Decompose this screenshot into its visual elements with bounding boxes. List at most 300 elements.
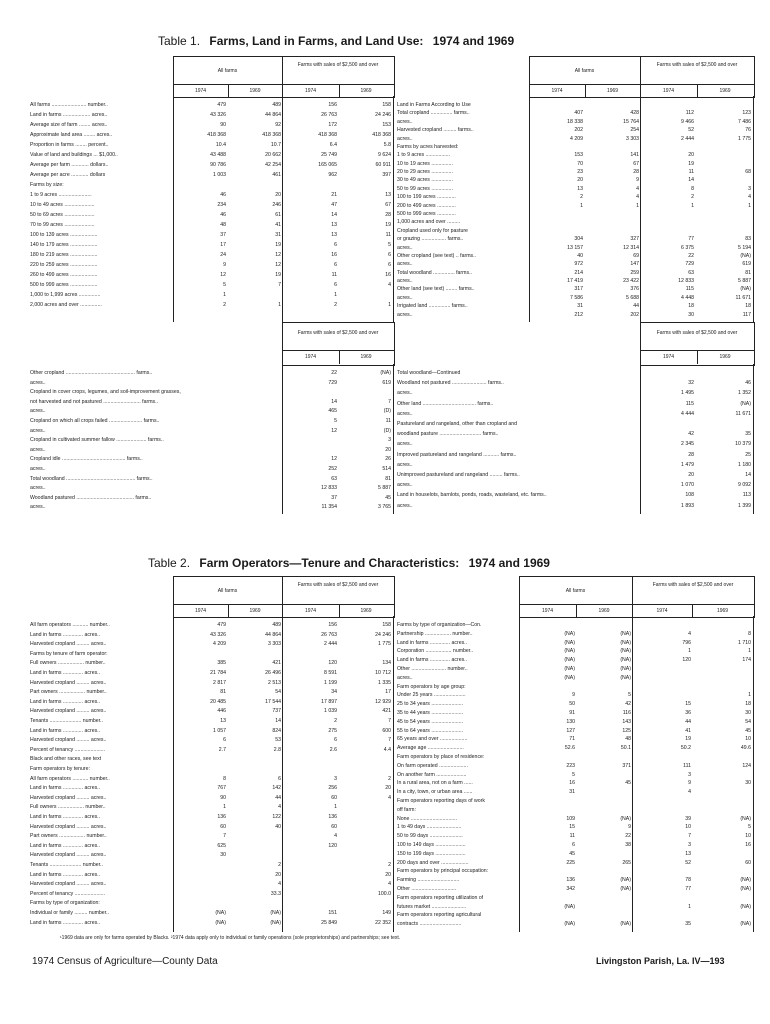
row-value: 6 (572, 842, 575, 848)
table-row (30, 212, 395, 222)
row-value: 1 (223, 804, 226, 811)
row-label: 150 to 199 days ..................... (397, 850, 466, 857)
row-label: Cropland idle ............................................ farms.. (30, 456, 143, 463)
table-row (397, 411, 755, 421)
row-value: 9 (223, 262, 226, 268)
row-label: Proportion in farms ........ percent.. (30, 142, 109, 148)
table-row (30, 202, 395, 212)
row-value: 120 (328, 660, 337, 667)
table-row (397, 492, 755, 502)
row-value: 120 (328, 842, 337, 849)
row-value: (NA) (740, 252, 751, 259)
row-value: 212 (574, 311, 583, 318)
table-row (397, 851, 755, 860)
row-label: Cropland used only for pasture (397, 227, 468, 234)
row-value: 1 399 (738, 502, 751, 509)
row-value: 600 (382, 727, 391, 734)
row-label: On farm operated .................... (397, 762, 468, 769)
row-value: 1 039 (324, 708, 337, 715)
table-row (30, 795, 395, 805)
row-label: 10 to 49 acres ..................... (30, 202, 95, 208)
row-value: 11 671 (735, 410, 751, 417)
table-row (30, 641, 395, 651)
row-value: 4 (688, 789, 691, 796)
row-value: 962 (328, 172, 337, 178)
row-value: 32 (688, 380, 694, 387)
table-row (30, 785, 395, 795)
table-row (30, 272, 395, 282)
row-value: 3 (688, 842, 691, 848)
table-row (30, 881, 395, 891)
table-row (30, 102, 395, 112)
row-value: 13 (685, 850, 691, 857)
row-value: (D) (383, 427, 391, 434)
table-row (397, 390, 755, 400)
row-value: 3 765 (378, 504, 391, 511)
row-value: 83 (745, 236, 751, 243)
row-label: 100 to 199 acres ............. (397, 194, 456, 201)
table-row (397, 119, 755, 127)
row-value: 4 (748, 194, 751, 201)
table-row (30, 660, 395, 670)
row-value: 44 (633, 303, 639, 310)
row-value: 15 (569, 824, 575, 831)
row-value: 17 419 (567, 278, 583, 285)
table-row (397, 441, 755, 451)
row-value: 30 (220, 852, 226, 859)
row-value: 1 180 (738, 461, 751, 468)
row-value: 46 (220, 192, 226, 198)
table-row (30, 737, 395, 747)
table-row (30, 262, 395, 272)
row-value: 60 (331, 794, 337, 801)
row-value: (NA) (564, 639, 575, 646)
table-row (30, 824, 395, 834)
row-value: 625 (217, 842, 226, 849)
t1-left-section (30, 102, 395, 322)
t1-lower-right-y1969: 1969 (719, 354, 731, 360)
row-value: 4 (334, 833, 337, 840)
row-value: (NA) (740, 903, 751, 910)
row-value: 40 (577, 252, 583, 259)
row-label: 20 to 29 acres ............... (397, 169, 453, 176)
row-label: Farms by type of organization—Con. (397, 622, 482, 628)
row-label: Full owners .................. number.. (30, 660, 106, 667)
table-row (397, 684, 755, 693)
row-value: 23 (577, 169, 583, 176)
row-value: 275 (328, 727, 337, 734)
row-label: acres.. (30, 446, 46, 453)
row-label: not harvested and not pastured .......................... farms.. (30, 398, 159, 405)
row-label: Farm operators reporting agricultural (397, 912, 482, 919)
row-value: 24 246 (375, 112, 391, 118)
row-value: 1 (691, 202, 694, 209)
row-value: 737 (272, 708, 281, 715)
row-value: 5 688 (626, 294, 639, 301)
row-value: 7 486 (738, 118, 751, 125)
row-label: Land in Farms According to Use (397, 102, 471, 108)
row-value: (NA) (740, 921, 751, 928)
table-row (30, 891, 395, 901)
row-label: futures market ........................ (397, 903, 467, 910)
t2-right-y1974a: 1974 (541, 608, 554, 614)
row-value: 16 (385, 272, 391, 278)
row-value: 376 (630, 286, 639, 293)
row-value: 54 (275, 689, 281, 696)
row-value: (NA) (564, 921, 575, 928)
row-value: (NA) (564, 903, 575, 910)
table2-title (148, 556, 550, 570)
row-label: 50 to 69 acres ..................... (30, 212, 95, 218)
row-label: Black and other races, see text (30, 756, 102, 763)
row-value: 77 (688, 236, 694, 243)
row-value: 6 (334, 737, 337, 744)
row-value: (NA) (215, 910, 226, 916)
row-value: 5 887 (378, 485, 391, 492)
row-value: 6 (334, 282, 337, 288)
row-label: Farm operators by principal occupation: (397, 868, 489, 875)
row-value: 20 (275, 871, 281, 878)
footer-left: 1974 Census of Agriculture—County Data (32, 956, 218, 967)
row-value: 151 (328, 910, 337, 916)
row-value: 90 786 (210, 162, 226, 168)
row-value: 1 (748, 648, 751, 655)
row-value: 28 (385, 212, 391, 218)
row-value: 90 (220, 122, 226, 128)
row-value: 4.4 (383, 746, 391, 753)
row-label: All farm operators ........... number.. (30, 775, 110, 782)
row-value: 1 893 (681, 502, 694, 509)
table-row (30, 122, 395, 132)
table-row (397, 657, 755, 666)
row-value: 3 303 (268, 641, 281, 648)
row-value: (NA) (564, 648, 575, 655)
row-value: 136 (328, 814, 337, 820)
row-label: acres.. (30, 466, 46, 472)
row-value: 317 (574, 286, 583, 293)
row-label: Land in farms .............. acres.. (30, 871, 101, 878)
row-value: 246 (272, 202, 281, 208)
t2-right-y1969b: 1969 (716, 608, 729, 614)
row-value: (NA) (620, 921, 631, 928)
row-value: 42 254 (265, 162, 281, 168)
row-value: 9 (572, 692, 575, 699)
row-value: 143 (622, 718, 631, 725)
row-label: Total woodland—Continued (397, 370, 461, 376)
row-value: 69 (633, 252, 639, 259)
table-row (397, 789, 755, 798)
row-value: 479 (217, 102, 226, 108)
row-value: 5 (572, 771, 575, 778)
t1-left-y1974a: 1974 (194, 88, 207, 94)
row-value: 1 495 (681, 390, 694, 397)
row-value: 136 (566, 877, 575, 884)
row-value: 136 (217, 814, 226, 820)
row-label: 1 to 9 acres ................. (397, 152, 451, 159)
table-row (397, 895, 755, 904)
footnote: ¹1969 data are only for farms operated by Blacks. ²1974 data apply only to individual or family operations (sole proprietorships) and partnerships; see text. (60, 935, 401, 941)
row-value: 619 (742, 261, 751, 268)
row-label: Land in farms .............. acres.. (30, 785, 101, 792)
row-value: 11 (569, 833, 575, 840)
row-label: acres.. (30, 379, 46, 386)
row-value: 10 712 (375, 670, 391, 676)
row-value: 4 (388, 794, 391, 801)
row-label: acres.. (397, 261, 413, 268)
row-value: 14 (745, 472, 751, 478)
row-label: Cropland on which all crops failed ....................... farms.. (30, 418, 160, 424)
row-value: 91 (569, 710, 575, 716)
row-label: acres.. (397, 461, 413, 468)
row-value: 10 (745, 833, 751, 840)
row-label: Unimproved pastureland and rangeland ......... farms.. (397, 472, 520, 478)
table-row (397, 631, 755, 640)
table1-title (158, 34, 514, 48)
row-label: 100 to 149 days ..................... (397, 842, 466, 848)
row-label: 25 to 34 years ...................... (397, 701, 464, 708)
row-value: 50.2 (680, 745, 691, 752)
row-value: 63 (688, 269, 694, 276)
t2-right-y1974b: 1974 (656, 608, 668, 614)
row-label: acres.. (397, 502, 413, 509)
row-value: 7 (388, 718, 391, 724)
table-row (397, 312, 755, 320)
row-label: Harvested cropland ......... acres.. (30, 794, 107, 801)
row-value: 824 (272, 727, 281, 734)
table-row (30, 232, 395, 242)
row-label: 55 to 64 years ...................... (397, 727, 464, 734)
row-value: 45 (385, 494, 391, 501)
table-row (397, 110, 755, 118)
row-value: 327 (630, 236, 639, 243)
row-value: 11 (385, 232, 391, 238)
row-value: 14 (331, 398, 337, 405)
row-label: Land in farms .............. acres.. (30, 814, 101, 820)
row-label: Average size of farm ........ acres.. (30, 122, 108, 128)
row-label: 70 to 99 acres ..................... (30, 222, 95, 228)
row-value: 15 764 (623, 118, 639, 125)
row-label: Other cropland (see text) .. farms.. (397, 252, 476, 259)
row-value: 1 (636, 202, 639, 209)
t2-left-y1969a: 1969 (249, 608, 261, 614)
row-value: (NA) (740, 815, 751, 822)
row-value: 418 368 (318, 132, 337, 138)
row-value: 100.0 (378, 890, 391, 897)
row-value: 39 (685, 815, 691, 822)
row-value: (NA) (270, 910, 281, 916)
row-value: 371 (622, 762, 631, 769)
row-value: 729 (685, 261, 694, 268)
t1-lower-right-sales-header: Farms with sales of $2,500 and over (656, 330, 738, 336)
row-value: 49.6 (740, 745, 751, 752)
row-label: Percent of tenancy ..................... (30, 890, 105, 897)
row-value: 10 379 (735, 441, 751, 448)
row-value: 42 (625, 701, 631, 708)
row-label: Under 25 years ...................... (397, 692, 466, 699)
row-value: 14 (331, 212, 337, 218)
row-label: acres.. (397, 482, 413, 489)
table-row (397, 772, 755, 781)
table-row (397, 370, 755, 380)
row-value: 12 314 (623, 244, 639, 251)
row-value: 6 375 (681, 244, 694, 251)
table-row (30, 756, 395, 766)
row-value: 9 (688, 780, 691, 787)
row-value: 1 003 (213, 172, 226, 178)
row-value: 50 (569, 701, 575, 708)
table-row (30, 651, 395, 661)
table-row (397, 452, 755, 462)
row-value: 2 (691, 194, 694, 201)
row-label: Harvested cropland ......... farms.. (397, 127, 474, 134)
t2-right-sales-header: Farms with sales of $2,500 and over (652, 582, 734, 588)
row-label: 260 to 499 acres ................... (30, 272, 98, 278)
table-row (397, 754, 755, 763)
table2-title-text: Farm Operators—Tenure and Characteristics: (199, 556, 460, 570)
row-value: 7 (278, 282, 281, 288)
table-row (397, 912, 755, 921)
table-row (397, 640, 755, 649)
row-value: (NA) (564, 657, 575, 664)
table-row (30, 689, 395, 699)
row-value: 234 (217, 202, 226, 208)
row-value: 40 (275, 823, 281, 830)
row-value: 619 (382, 379, 391, 386)
row-value: 4 (278, 804, 281, 811)
table-row (30, 747, 395, 757)
row-label: 2,000 acres and over ............... (30, 302, 102, 308)
row-value: 418 368 (372, 132, 391, 138)
row-value: 5 (628, 692, 631, 699)
table-row (397, 692, 755, 701)
row-value: 77 (685, 886, 691, 892)
row-label: Farms by type of organization: (30, 900, 100, 907)
t2-left-allfarms-header: All farms (217, 588, 238, 594)
table-row (397, 780, 755, 789)
row-value: 465 (328, 408, 337, 415)
row-value: 20 (385, 785, 391, 792)
row-value: (NA) (620, 648, 631, 655)
row-value: 158 (382, 622, 391, 628)
table-row (30, 418, 395, 428)
t1-lower-right-y1974: 1974 (662, 354, 675, 360)
row-label: Cropland in cover crops, legumes, and soil-improvement grasses, (30, 389, 181, 396)
row-value: 44 864 (265, 631, 281, 638)
row-label: 500 to 999 acres ............. (397, 211, 456, 217)
table-row (397, 431, 755, 441)
table-row (30, 252, 395, 262)
table-row (397, 675, 755, 684)
row-value: (NA) (564, 630, 575, 637)
row-label: acres.. (397, 278, 413, 285)
table-row (397, 211, 755, 219)
row-value: 729 (328, 379, 337, 386)
row-label: Farms by size: (30, 182, 64, 188)
table-row (30, 192, 395, 202)
row-label: woodland pasture ............................. farms.. (397, 431, 499, 438)
row-value: 17 897 (321, 698, 337, 705)
row-value: 25 (745, 451, 751, 458)
table-row (30, 456, 395, 466)
row-value: 14 (688, 177, 694, 184)
row-label: Land in farms .............. acres.. (30, 727, 101, 734)
row-label: Farms by acres harvested: (397, 143, 459, 150)
row-value: 11 354 (321, 504, 337, 511)
t1-lower-right-section (397, 370, 755, 516)
row-value: 24 246 (375, 631, 391, 638)
table-row (30, 632, 395, 642)
row-value: 2 817 (213, 679, 226, 686)
row-value: 8 (691, 185, 694, 192)
row-value: 33.3 (270, 890, 281, 897)
table-row (30, 152, 395, 162)
row-value: 489 (272, 102, 281, 108)
row-value: 418 368 (207, 132, 226, 138)
table-row (30, 833, 395, 843)
row-value: 202 (574, 127, 583, 134)
t1-right-y1969a: 1969 (606, 88, 619, 94)
row-value: (NA) (620, 877, 631, 884)
row-value: 43 326 (210, 112, 226, 118)
row-value: (NA) (740, 877, 751, 884)
table-row (30, 862, 395, 872)
row-value: (NA) (620, 886, 631, 892)
row-value: 45 (569, 850, 575, 857)
table-row (30, 182, 395, 192)
row-value: 12 (275, 252, 281, 258)
row-value: 134 (382, 660, 391, 667)
row-label: 140 to 179 acres ................... (30, 242, 98, 248)
row-value: 9 (636, 177, 639, 184)
row-value: 37 (331, 494, 337, 501)
row-value: 1 775 (738, 135, 751, 142)
row-value: 489 (272, 622, 281, 628)
t1-left-y1969a: 1969 (249, 88, 261, 94)
row-value: 5 (388, 242, 391, 248)
t1-lower-left-sales-header: Farms with sales of $2,500 and over (297, 330, 379, 336)
table-row (397, 102, 755, 110)
table-row (397, 152, 755, 160)
table-row (397, 186, 755, 194)
row-value: 26 (385, 456, 391, 463)
table-row (30, 408, 395, 418)
table-row (397, 824, 755, 833)
row-label: Harvested cropland ......... acres.. (30, 708, 107, 715)
row-value: 2 (580, 194, 583, 201)
row-label: Farm operators reporting utilization of (397, 894, 484, 901)
row-value: 767 (217, 785, 226, 792)
row-value: 111 (683, 762, 691, 769)
row-value: 21 784 (210, 670, 226, 676)
row-value: 428 (630, 110, 639, 117)
row-value: 92 (275, 122, 281, 128)
row-value: 30 (745, 710, 751, 716)
row-value: 43 326 (210, 631, 226, 638)
table-row (397, 261, 755, 269)
row-value: 2 444 (681, 135, 694, 142)
row-value: 7 (388, 737, 391, 744)
table-row (397, 194, 755, 202)
row-label: Farming ............................. (397, 877, 460, 884)
table-row (30, 282, 395, 292)
row-value: 25 849 (321, 919, 337, 926)
row-label: acres.. (397, 390, 413, 397)
row-value: 68 (745, 169, 751, 176)
row-value: 52.6 (564, 745, 575, 752)
row-value: 18 (688, 303, 694, 310)
row-value: 141 (630, 152, 639, 159)
row-value: 61 (275, 212, 281, 218)
